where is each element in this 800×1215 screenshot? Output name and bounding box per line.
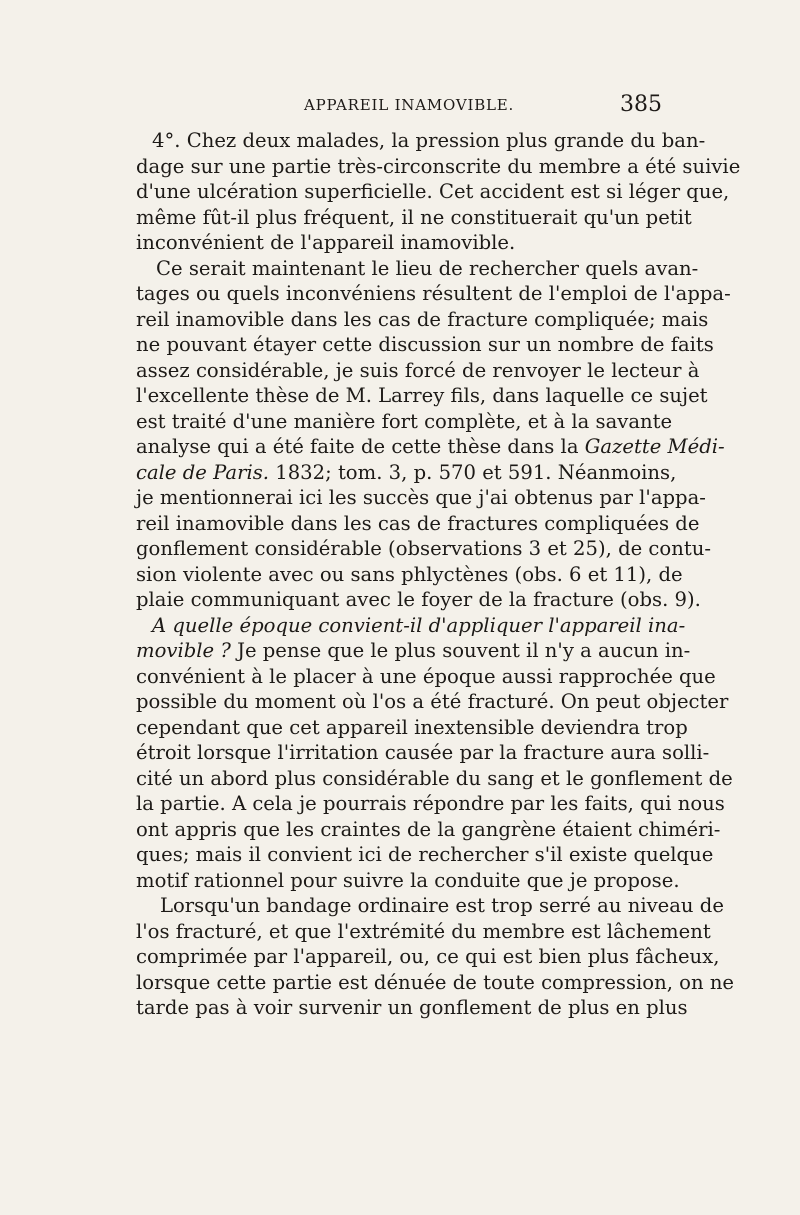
text-line: gonflement considérable (observations 3 et 25), de contu-: [136, 537, 711, 560]
page-number: 385: [620, 92, 662, 117]
text-line: 4°. Chez deux malades, la pression plus grande du ban-: [152, 129, 706, 152]
text-line: convénient à le placer à une époque aussi rapprochée que: [136, 664, 716, 688]
text-line: dage sur une partie très-circonscrite du membre a été suivie: [136, 154, 741, 178]
text-line: reil inamovible dans les cas de fracture compliquée; mais: [136, 307, 709, 331]
text-line: lorsque cette partie est dénuée de toute compression, on ne: [136, 970, 735, 994]
text-line: motif rationnel pour suivre la conduite que je propose.: [136, 868, 680, 892]
text-line: la partie. A cela je pourrais répondre par les faits, qui nous: [136, 792, 725, 815]
text-line: je mentionnerai ici les succès que j'ai obtenus par l'appa-: [136, 486, 706, 509]
italic-title: Gazette Médi-: [584, 435, 725, 458]
running-head: [0, 92, 800, 122]
text-line: est traité d'une manière fort complète, et à la savante: [136, 409, 673, 433]
text-line: assez considérable, je suis forcé de renvoyer le lecteur à: [136, 358, 700, 382]
line-text: 1832; tom. 3, p. 570 et 591. Néanmoins,: [269, 460, 677, 484]
line-text: Je pense que le plus souvent il n'y a aucun in-: [230, 639, 691, 662]
text-line: ques; mais il convient ici de rechercher s'il existe quelque: [136, 843, 714, 866]
text-line: ont appris que les craintes de la gangrène étaient chiméri-: [136, 817, 721, 841]
text-line: Ce serait maintenant le lieu de rechercher quels avan-: [156, 256, 699, 280]
text-line: sion violente avec ou sans phlyctènes (obs. 6 et 11), de: [136, 562, 683, 586]
text-line: Lorsqu'un bandage ordinaire est trop serré au niveau de: [160, 894, 724, 917]
text-line: l'os fracturé, et que l'extrémité du membre est lâchement: [136, 919, 711, 943]
text-line: étroit lorsque l'irritation causée par la fracture aura solli-: [136, 741, 710, 764]
italic-title: cale de Paris.: [136, 460, 270, 484]
running-title: APPAREIL INAMOVIBLE.: [304, 96, 515, 114]
text-line: inconvénient de l'appareil inamovible.: [136, 231, 516, 254]
text-line: l'excellente thèse de M. Larrey fils, dans laquelle ce sujet: [136, 384, 708, 407]
text-line: tarde pas à voir survenir un gonflement de plus en plus: [136, 996, 688, 1019]
text-line: reil inamovible dans les cas de fractures compliquées de: [136, 511, 700, 535]
text-line: ne pouvant étayer cette discussion sur un nombre de faits: [136, 333, 714, 356]
text-line: cependant que cet appareil inextensible deviendra trop: [136, 715, 688, 739]
text-line: d'une ulcération superficielle. Cet accident est si léger que,: [136, 180, 730, 203]
text-line-with-italic: [136, 460, 677, 486]
body-text: [136, 128, 741, 1021]
line-text: analyse qui a été faite de cette thèse dans la: [136, 435, 585, 458]
text-line: possible du moment où l'os a été fracturé. On peut objecter: [136, 690, 729, 713]
italic-question: movible ?: [136, 639, 231, 662]
text-line: plaie communiquant avec le foyer de la fracture (obs. 9).: [136, 588, 701, 611]
text-line: même fût-il plus fréquent, il ne constituerait qu'un petit: [136, 205, 692, 229]
text-line: tages ou quels inconvéniens résultent de l'emploi de l'appa-: [136, 282, 731, 305]
text-line-with-italic: [136, 434, 725, 460]
italic-question-line: A quelle époque convient-il d'appliquer l'appareil ina-: [152, 613, 686, 637]
text-line-with-italic: [136, 638, 691, 664]
text-line: cité un abord plus considérable du sang et le gonflement de: [136, 766, 733, 790]
text-line: comprimée par l'appareil, ou, ce qui est bien plus fâcheux,: [136, 945, 720, 968]
